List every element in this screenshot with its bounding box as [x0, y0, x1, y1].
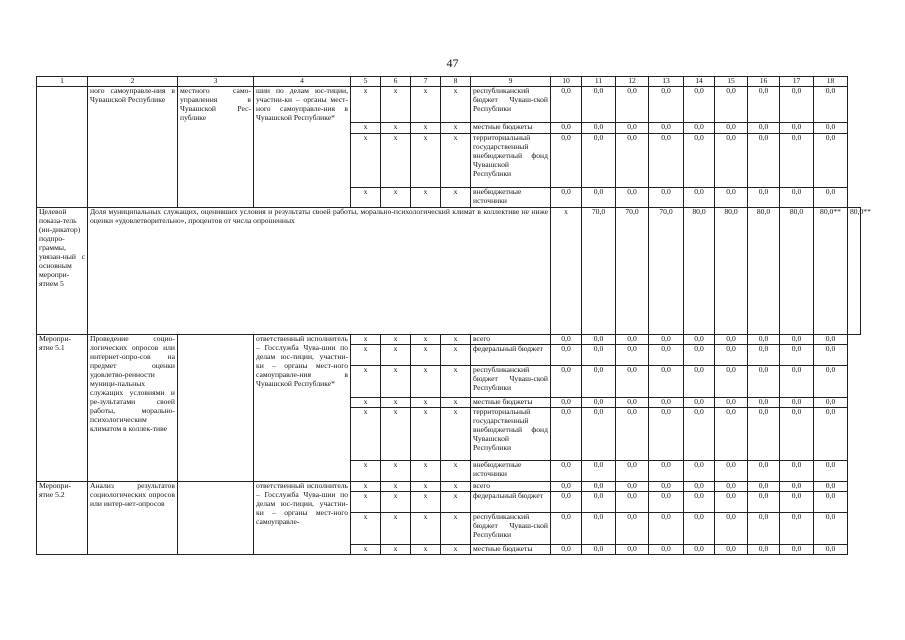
value-cell: 0,0: [684, 408, 715, 461]
value-cell: 0,0: [780, 345, 814, 366]
code-cell: х: [351, 408, 381, 461]
value-cell: 0,0: [582, 408, 616, 461]
value-cell: 0,0: [715, 513, 748, 545]
value-cell: 0,0: [616, 366, 649, 398]
code-cell: х: [381, 513, 411, 545]
responsible-executor-col3: [178, 335, 254, 482]
value-cell: 0,0: [551, 345, 582, 366]
value-cell: 0,0: [649, 482, 684, 492]
value-cell: 0,0: [649, 87, 684, 123]
value-cell: 0,0: [715, 134, 748, 188]
header-cell: 11: [582, 77, 616, 87]
value-cell: 0,0: [715, 335, 748, 345]
header-cell: 6: [381, 77, 411, 87]
code-cell: х: [381, 134, 411, 188]
header-cell: 8: [441, 77, 471, 87]
value-cell: 0,0: [649, 335, 684, 345]
code-cell: х: [351, 335, 381, 345]
value-cell: 0,0: [748, 87, 780, 123]
code-cell: х: [381, 545, 411, 555]
code-cell: х: [411, 482, 441, 492]
code-cell: х: [441, 398, 471, 408]
indicator-text: Доля муниципальных служащих, оценивших условия и результаты своей работы, морально-психологический климат в коллективе не ниже оценки «удовлетворительно», процентов от числа опрошенных: [88, 208, 551, 335]
value-cell: 0,0: [814, 513, 848, 545]
value-cell: 0,0: [814, 366, 848, 398]
value-cell: 0,0: [684, 492, 715, 513]
value-cell: 0,0: [684, 482, 715, 492]
funding-source: республиканский бюджет Чуваш-ской Республики: [471, 366, 551, 398]
value-cell: 0,0: [649, 345, 684, 366]
code-cell: х: [381, 408, 411, 461]
value-cell: 0,0: [814, 408, 848, 461]
header-cell: 16: [748, 77, 780, 87]
value-cell: 0,0: [814, 492, 848, 513]
value-cell: 0,0: [748, 513, 780, 545]
value-cell: 0,0: [814, 461, 848, 482]
funding-source: федеральный бюджет: [471, 345, 551, 366]
indicator-value: 80,0**: [814, 208, 848, 335]
activity-label: Меропри-ятие 5.1: [37, 335, 88, 482]
code-cell: х: [351, 461, 381, 482]
value-cell: 0,0: [814, 335, 848, 345]
code-cell: х: [411, 335, 441, 345]
value-cell: 0,0: [649, 513, 684, 545]
value-cell: 0,0: [748, 492, 780, 513]
code-cell: х: [411, 87, 441, 123]
value-cell: 0,0: [814, 87, 848, 123]
value-cell: 0,0: [684, 513, 715, 545]
code-cell: х: [411, 398, 441, 408]
header-cell: 14: [684, 77, 715, 87]
value-cell: 0,0: [551, 482, 582, 492]
header-cell: 10: [551, 77, 582, 87]
value-cell: 0,0: [616, 482, 649, 492]
code-cell: х: [411, 545, 441, 555]
code-cell: х: [381, 123, 411, 134]
value-cell: 0,0: [780, 134, 814, 188]
value-cell: 0,0: [715, 87, 748, 123]
value-cell: 0,0: [780, 87, 814, 123]
value-cell: 0,0: [551, 188, 582, 208]
code-cell: х: [351, 123, 381, 134]
indicator-value: 80,0: [748, 208, 780, 335]
funding-source: местные бюджеты: [471, 123, 551, 134]
header-cell: 5: [351, 77, 381, 87]
code-cell: х: [351, 134, 381, 188]
value-cell: 0,0: [715, 492, 748, 513]
value-cell: 0,0: [715, 366, 748, 398]
code-cell: х: [381, 366, 411, 398]
code-cell: х: [381, 87, 411, 123]
value-cell: 0,0: [649, 188, 684, 208]
header-cell: 18: [814, 77, 848, 87]
responsible-executor: шии по делам юс-тиции, участни-ки – органы мест-ного самоуправле-ния в Чувашской Республике*: [254, 87, 351, 208]
value-cell: 0,0: [684, 345, 715, 366]
code-cell: х: [351, 398, 381, 408]
value-cell: 0,0: [649, 461, 684, 482]
table-row: [37, 87, 861, 123]
value-cell: 0,0: [649, 134, 684, 188]
value-cell: 0,0: [551, 461, 582, 482]
value-cell: 0,0: [814, 134, 848, 188]
code-cell: х: [441, 366, 471, 398]
value-cell: 0,0: [582, 345, 616, 366]
header-cell: 4: [254, 77, 351, 87]
code-cell: х: [441, 123, 471, 134]
value-cell: 0,0: [780, 366, 814, 398]
value-cell: 0,0: [582, 87, 616, 123]
funding-source: внебюджетные источники: [471, 461, 551, 482]
activity-description: ного самоуправле-ния в Чувашской Республике: [88, 87, 178, 208]
value-cell: 0,0: [684, 461, 715, 482]
activity-label: [37, 87, 88, 208]
code-cell: х: [441, 335, 471, 345]
code-cell: х: [411, 366, 441, 398]
value-cell: 0,0: [814, 398, 848, 408]
value-cell: 0,0: [814, 482, 848, 492]
value-cell: 0,0: [649, 492, 684, 513]
value-cell: 0,0: [715, 482, 748, 492]
header-cell: 9: [471, 77, 551, 87]
code-cell: х: [381, 188, 411, 208]
value-cell: 0,0: [748, 134, 780, 188]
code-cell: х: [411, 492, 441, 513]
code-cell: х: [381, 398, 411, 408]
code-cell: х: [441, 134, 471, 188]
funding-source: территориальный государственный внебюджетный фонд Чувашской Республики: [471, 134, 551, 188]
responsible-executor: ответственный исполнитель – Госслужба Чува-шии по делам юс-тиции, участни-ки – органы мест-ного самоуправле-ния в Чувашской Республике*: [254, 335, 351, 482]
code-cell: х: [441, 408, 471, 461]
value-cell: 0,0: [814, 545, 848, 555]
code-cell: х: [351, 513, 381, 545]
value-cell: 0,0: [748, 335, 780, 345]
value-cell: 0,0: [780, 335, 814, 345]
code-cell: х: [441, 482, 471, 492]
value-cell: 0,0: [715, 188, 748, 208]
value-cell: 0,0: [748, 398, 780, 408]
value-cell: 0,0: [551, 545, 582, 555]
code-cell: х: [411, 134, 441, 188]
code-cell: х: [411, 461, 441, 482]
value-cell: 0,0: [780, 408, 814, 461]
value-cell: 0,0: [748, 345, 780, 366]
code-cell: х: [441, 545, 471, 555]
code-cell: х: [411, 188, 441, 208]
code-cell: х: [351, 87, 381, 123]
value-cell: 0,0: [814, 188, 848, 208]
indicator-label: Целевой показа-тель (ин-дикатор) подпро-граммы, увязан-ный с основным меропри-ятием 5: [37, 208, 88, 335]
value-cell: 0,0: [814, 123, 848, 134]
value-cell: 0,0: [551, 87, 582, 123]
value-cell: 0,0: [551, 513, 582, 545]
value-cell: 0,0: [616, 345, 649, 366]
value-cell: 0,0: [715, 545, 748, 555]
value-cell: 0,0: [616, 134, 649, 188]
value-cell: 0,0: [616, 492, 649, 513]
code-cell: х: [351, 482, 381, 492]
responsible-executor-col3: местного само-управления в Чувашской Рес-публике: [178, 87, 254, 208]
code-cell: х: [351, 492, 381, 513]
value-cell: 0,0: [616, 398, 649, 408]
value-cell: 0,0: [780, 482, 814, 492]
code-cell: х: [411, 345, 441, 366]
value-cell: 0,0: [616, 461, 649, 482]
value-cell: 0,0: [582, 492, 616, 513]
code-cell: х: [381, 461, 411, 482]
value-cell: 0,0: [582, 482, 616, 492]
program-table: [36, 76, 871, 555]
code-cell: х: [441, 87, 471, 123]
value-cell: 0,0: [780, 461, 814, 482]
value-cell: 0,0: [814, 345, 848, 366]
value-cell: 0,0: [748, 366, 780, 398]
value-cell: 0,0: [715, 461, 748, 482]
code-cell: х: [381, 492, 411, 513]
code-cell: х: [351, 366, 381, 398]
value-cell: 0,0: [582, 134, 616, 188]
value-cell: 0,0: [684, 123, 715, 134]
value-cell: 0,0: [684, 87, 715, 123]
code-cell: х: [381, 345, 411, 366]
code-cell: х: [441, 345, 471, 366]
header-cell: 12: [616, 77, 649, 87]
value-cell: 0,0: [649, 123, 684, 134]
value-cell: 0,0: [551, 134, 582, 188]
header-cell: 7: [411, 77, 441, 87]
value-cell: 0,0: [649, 398, 684, 408]
value-cell: 0,0: [715, 398, 748, 408]
value-cell: 0,0: [649, 408, 684, 461]
value-cell: 0,0: [582, 461, 616, 482]
value-cell: 0,0: [551, 492, 582, 513]
header-cell: 15: [715, 77, 748, 87]
value-cell: 0,0: [616, 87, 649, 123]
value-cell: 0,0: [715, 408, 748, 461]
responsible-executor-col3: [178, 482, 254, 555]
indicator-value: 80,0**: [848, 208, 861, 335]
header-cell: 2: [88, 77, 178, 87]
funding-source: федеральный бюджет: [471, 492, 551, 513]
funding-source: всего: [471, 335, 551, 345]
value-cell: 0,0: [684, 188, 715, 208]
value-cell: 0,0: [684, 134, 715, 188]
funding-source: внебюджетные источники: [471, 188, 551, 208]
indicator-value: 80,0: [715, 208, 748, 335]
value-cell: 0,0: [616, 408, 649, 461]
value-cell: 0,0: [715, 345, 748, 366]
indicator-mark: х: [551, 208, 582, 335]
header-row: [37, 77, 861, 87]
value-cell: 0,0: [616, 188, 649, 208]
indicator-value: 80,0: [780, 208, 814, 335]
code-cell: х: [441, 513, 471, 545]
value-cell: 0,0: [715, 123, 748, 134]
value-cell: 0,0: [616, 513, 649, 545]
code-cell: х: [351, 188, 381, 208]
code-cell: х: [441, 492, 471, 513]
header-cell: 1: [37, 77, 88, 87]
funding-source: республиканский бюджет Чуваш-ской Республики: [471, 513, 551, 545]
value-cell: 0,0: [551, 335, 582, 345]
value-cell: 0,0: [684, 398, 715, 408]
code-cell: х: [441, 461, 471, 482]
value-cell: 0,0: [684, 335, 715, 345]
funding-source: территориальный государственный внебюджетный фонд Чувашской Республики: [471, 408, 551, 461]
value-cell: 0,0: [649, 545, 684, 555]
funding-source: местные бюджеты: [471, 398, 551, 408]
indicator-value: 70,0: [616, 208, 649, 335]
value-cell: 0,0: [582, 335, 616, 345]
indicator-value: 70,0: [582, 208, 616, 335]
header-cell: 13: [649, 77, 684, 87]
value-cell: 0,0: [582, 366, 616, 398]
code-cell: х: [411, 123, 441, 134]
indicator-value: 70,0: [649, 208, 684, 335]
funding-source: республиканский бюджет Чуваш-ской Республики: [471, 87, 551, 123]
value-cell: 0,0: [684, 545, 715, 555]
value-cell: 0,0: [780, 188, 814, 208]
value-cell: 0,0: [748, 408, 780, 461]
header-cell: 3: [178, 77, 254, 87]
value-cell: 0,0: [748, 461, 780, 482]
value-cell: 0,0: [780, 492, 814, 513]
value-cell: 0,0: [748, 123, 780, 134]
code-cell: х: [381, 335, 411, 345]
value-cell: 0,0: [748, 482, 780, 492]
funding-source: всего: [471, 482, 551, 492]
value-cell: 0,0: [616, 335, 649, 345]
activity-description: Проведение социо-логических опросов или интернет-опро-сов на предмет оценки удовлетво-ренности муници-пальных служащих условиями и ре-зультатами своей работы, морально-психологическим климатом в коллек-тиве: [88, 335, 178, 482]
value-cell: 0,0: [582, 398, 616, 408]
responsible-executor: ответственный исполнитель – Госслужба Чува-шии по делам юс-тиции, участни-ки – органы мест-ного самоуправле-: [254, 482, 351, 555]
value-cell: 0,0: [582, 513, 616, 545]
value-cell: 0,0: [551, 366, 582, 398]
indicator-value: 80,0: [684, 208, 715, 335]
indicator-row: [37, 208, 861, 335]
value-cell: 0,0: [780, 123, 814, 134]
value-cell: 0,0: [582, 188, 616, 208]
value-cell: 0,0: [616, 545, 649, 555]
code-cell: х: [351, 545, 381, 555]
value-cell: 0,0: [551, 123, 582, 134]
table-row: [37, 482, 861, 492]
activity-description: Анализ результатов социологических опросов или интер-нет-опросов: [88, 482, 178, 555]
value-cell: 0,0: [748, 545, 780, 555]
funding-source: местные бюджеты: [471, 545, 551, 555]
code-cell: х: [381, 482, 411, 492]
value-cell: 0,0: [780, 398, 814, 408]
value-cell: 0,0: [616, 123, 649, 134]
page-number: 47: [446, 56, 459, 70]
value-cell: 0,0: [780, 545, 814, 555]
value-cell: 0,0: [551, 398, 582, 408]
table-row: [37, 335, 861, 345]
code-cell: х: [441, 188, 471, 208]
header-cell: 17: [780, 77, 814, 87]
value-cell: 0,0: [684, 366, 715, 398]
value-cell: 0,0: [582, 545, 616, 555]
code-cell: х: [411, 513, 441, 545]
activity-label: Меропри-ятие 5.2: [37, 482, 88, 555]
value-cell: 0,0: [649, 366, 684, 398]
value-cell: 0,0: [551, 408, 582, 461]
value-cell: 0,0: [780, 513, 814, 545]
code-cell: х: [351, 345, 381, 366]
code-cell: х: [411, 408, 441, 461]
value-cell: 0,0: [582, 123, 616, 134]
value-cell: 0,0: [748, 188, 780, 208]
